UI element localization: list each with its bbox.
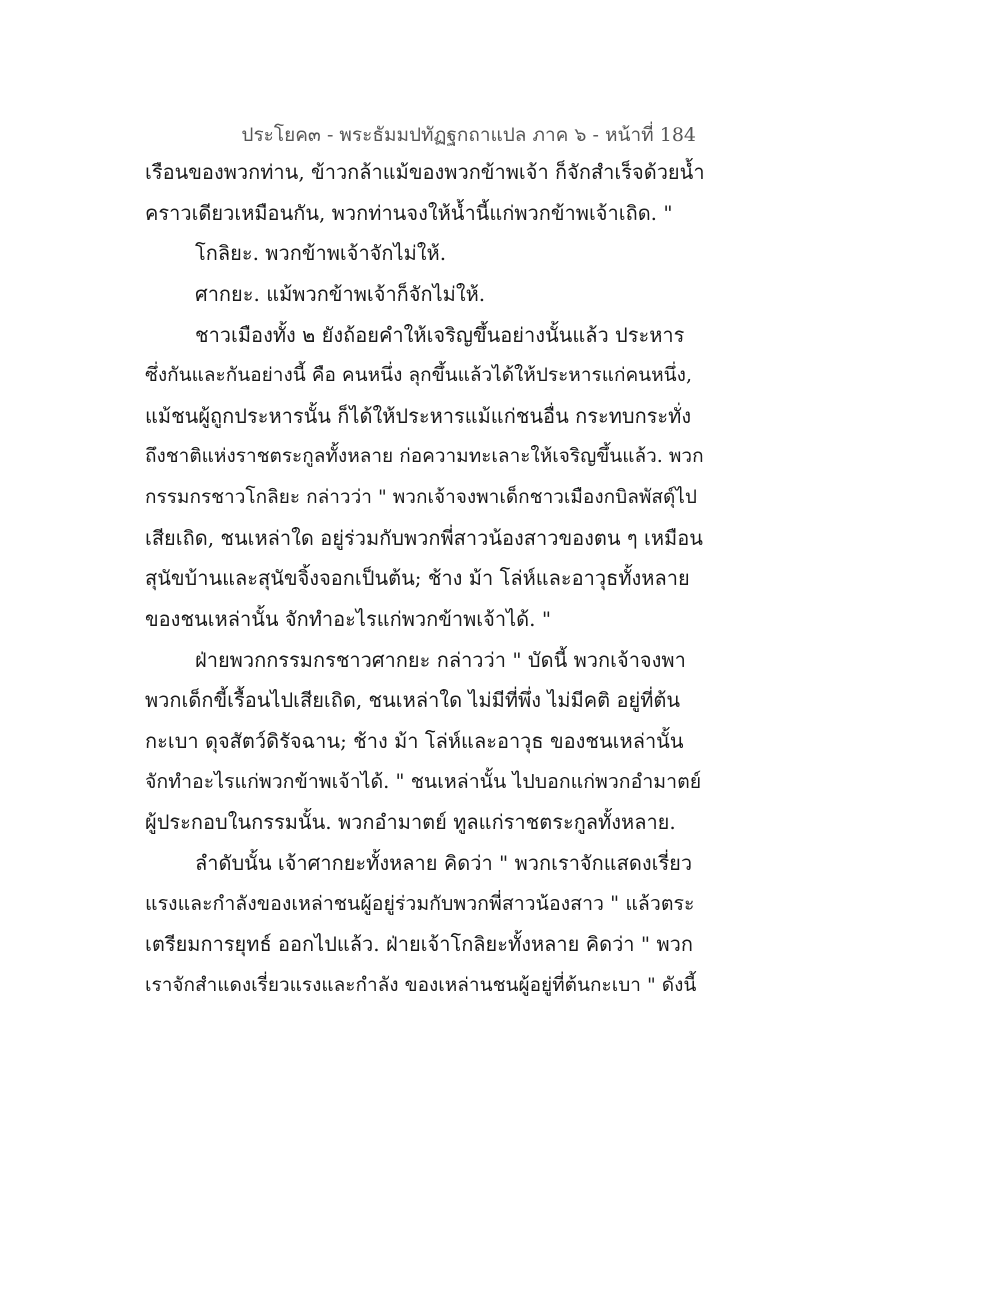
paragraph-first-line: ฝ่ายพวกกรรมกรชาวศากยะ กล่าวว่า " บัดนี้ พวกเจ้าจงพา: [195, 647, 686, 672]
text-line: ถึงชาติแห่งราชตระกูลทั้งหลาย ก่อความทะเลาะให้เจริญขึ้นแล้ว. พวก: [145, 445, 704, 468]
text-line: กรรมกรชาวโกลิยะ กล่าวว่า " พวกเจ้าจงพาเด็กชาวเมืองกบิลพัสดุ์ไป: [145, 486, 697, 509]
text-line: เรือนของพวกท่าน, ข้าวกล้าแม้ของพวกข้าพเจ้า ก็จักสำเร็จด้วยน้ำ: [145, 160, 705, 184]
text-line: คราวเดียวเหมือนกัน, พวกท่านจงให้น้ำนี้แก่พวกข้าพเจ้าเถิด. ": [145, 200, 673, 225]
text-line: พวกเด็กขี้เรื้อนไปเสียเถิด, ชนเหล่าใด ไม่มีที่พึ่ง ไม่มีคติ อยู่ที่ต้น: [145, 688, 681, 713]
body-text: [145, 152, 705, 1005]
text-line: จักทำอะไรแก่พวกข้าพเจ้าได้. " ชนเหล่านั้น ไปบอกแก่พวกอำมาตย์: [145, 769, 702, 793]
paragraph-first-line: ลำดับนั้น เจ้าศากยะทั้งหลาย คิดว่า " พวกเราจักแสดงเรี่ยว: [195, 850, 693, 875]
text-line: แม้ชนผู้ถูกประหารนั้น ก็ได้ให้ประหารแม้แก่ชนอื่น กระทบกระทั่ง: [145, 403, 692, 428]
text-line: ผู้ประกอบในกรรมนั้น. พวกอำมาตย์ ทูลแก่ราชตระกูลทั้งหลาย.: [145, 810, 676, 835]
text-line: เราจักสำแดงเรี่ยวแรงและกำลัง ของเหล่านชนผู้อยู่ที่ต้นกะเบา " ดังนี้: [145, 973, 697, 996]
paragraph-first-line: โกลิยะ. พวกข้าพเจ้าจักไม่ให้.: [195, 241, 447, 266]
text-line: ของชนเหล่านั้น จักทำอะไรแก่พวกข้าพเจ้าได้. ": [145, 607, 552, 632]
text-line: เตรียมการยุทธ์ ออกไปแล้ว. ฝ่ายเจ้าโกลิยะทั้งหลาย คิดว่า " พวก: [145, 932, 693, 957]
text-line: กะเบา ดุจสัตว์ดิรัจฉาน; ช้าง ม้า โล่ห์และอาวุธ ของชนเหล่านั้น: [145, 728, 684, 753]
text-line: แรงและกำลังของเหล่าชนผู้อยู่ร่วมกับพวกพี่สาวน้องสาว " แล้วตระ: [145, 891, 695, 915]
paragraph-first-line: ชาวเมืองทั้ง ๒ ยังถ้อยคำให้เจริญขึ้นอย่างนั้นแล้ว ประหาร: [195, 322, 685, 347]
paragraph-first-line: ศากยะ. แม้พวกข้าพเจ้าก็จักไม่ให้.: [195, 281, 486, 306]
text-line: สุนัขบ้านและสุนัขจิ้งจอกเป็นต้น; ช้าง ม้า โล่ห์และอาวุธทั้งหลาย: [145, 566, 690, 591]
text-line: ซึ่งกันและกันอย่างนี้ คือ คนหนึ่ง ลุกขึ้นแล้วได้ให้ประหารแก่คนหนึ่ง,: [145, 364, 692, 387]
running-header: ประโยค๓ - พระธัมมปทัฏฐกถาแปล ภาค ๖ - หน้าที่ 184: [241, 124, 696, 146]
text-line: เสียเถิด, ชนเหล่าใด อยู่ร่วมกับพวกพี่สาวน้องสาวของตน ๆ เหมือน: [145, 525, 703, 550]
